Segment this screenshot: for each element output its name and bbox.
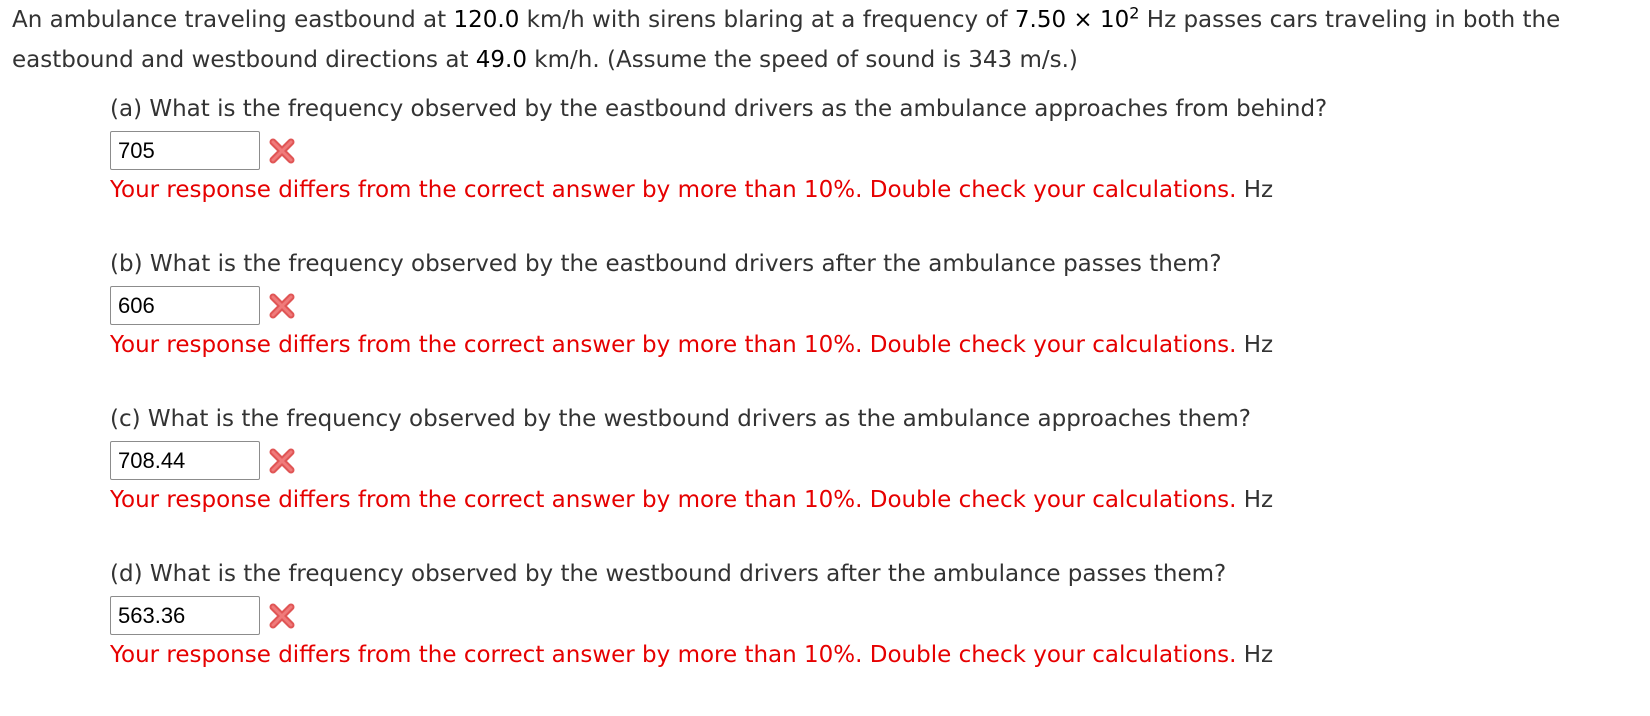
feedback-message: Your response differs from the correct answer by more than 10%. Double check your calculations.	[110, 177, 1237, 203]
answer-row	[110, 131, 1610, 170]
question-part-a	[110, 94, 1610, 205]
unit-label: Hz	[1243, 487, 1274, 513]
red-x-incorrect-icon	[268, 137, 296, 165]
red-x-incorrect-icon	[268, 447, 296, 475]
question-text: (d) What is the frequency observed by the westbound drivers after the ambulance passes them?	[110, 561, 1227, 587]
feedback-message: Your response differs from the correct answer by more than 10%. Double check your calculations.	[110, 642, 1237, 668]
feedback-message: Your response differs from the correct answer by more than 10%. Double check your calculations.	[110, 487, 1237, 513]
feedback-row	[110, 640, 1610, 670]
question-part-c	[110, 404, 1610, 515]
unit-label: Hz	[1243, 177, 1274, 203]
feedback-row	[110, 175, 1610, 205]
answer-row	[110, 441, 1610, 480]
unit-label: Hz	[1243, 332, 1274, 358]
feedback-row	[110, 485, 1610, 515]
question-text: (c) What is the frequency observed by the westbound drivers as the ambulance approaches them?	[110, 406, 1251, 432]
siren-frequency-value: $7.50 \times 10^2$	[1014, 3, 1140, 33]
answer-input-b[interactable]	[110, 286, 260, 325]
answer-input-c[interactable]	[110, 441, 260, 480]
question-text: (a) What is the frequency observed by the eastbound drivers as the ambulance approaches from behind?	[110, 96, 1328, 122]
red-x-incorrect-icon	[268, 292, 296, 320]
question-text: (b) What is the frequency observed by the eastbound drivers after the ambulance passes them?	[110, 251, 1222, 277]
intro-text-4: km/h. (Assume the speed of sound is 343 m/s.)	[527, 47, 1078, 73]
feedback-row	[110, 330, 1610, 360]
feedback-message: Your response differs from the correct answer by more than 10%. Double check your calculations.	[110, 332, 1237, 358]
intro-text-2: km/h with sirens blaring at a frequency of	[519, 7, 1015, 33]
car-speed-value: 49.0	[475, 47, 527, 73]
red-x-incorrect-icon	[268, 602, 296, 630]
answer-row	[110, 596, 1610, 635]
question-part-d	[110, 559, 1610, 670]
question-part-b	[110, 249, 1610, 360]
intro-text-1: An ambulance traveling eastbound at	[12, 7, 454, 33]
problem-statement	[12, 0, 1632, 80]
answer-row	[110, 286, 1610, 325]
ambulance-speed-value: 120.0	[453, 7, 520, 33]
answer-input-a[interactable]	[110, 131, 260, 170]
intro-text-3: Hz passes cars traveling in both the eastbound and westbound directions at	[12, 7, 1561, 73]
unit-label: Hz	[1243, 642, 1274, 668]
answer-input-d[interactable]	[110, 596, 260, 635]
